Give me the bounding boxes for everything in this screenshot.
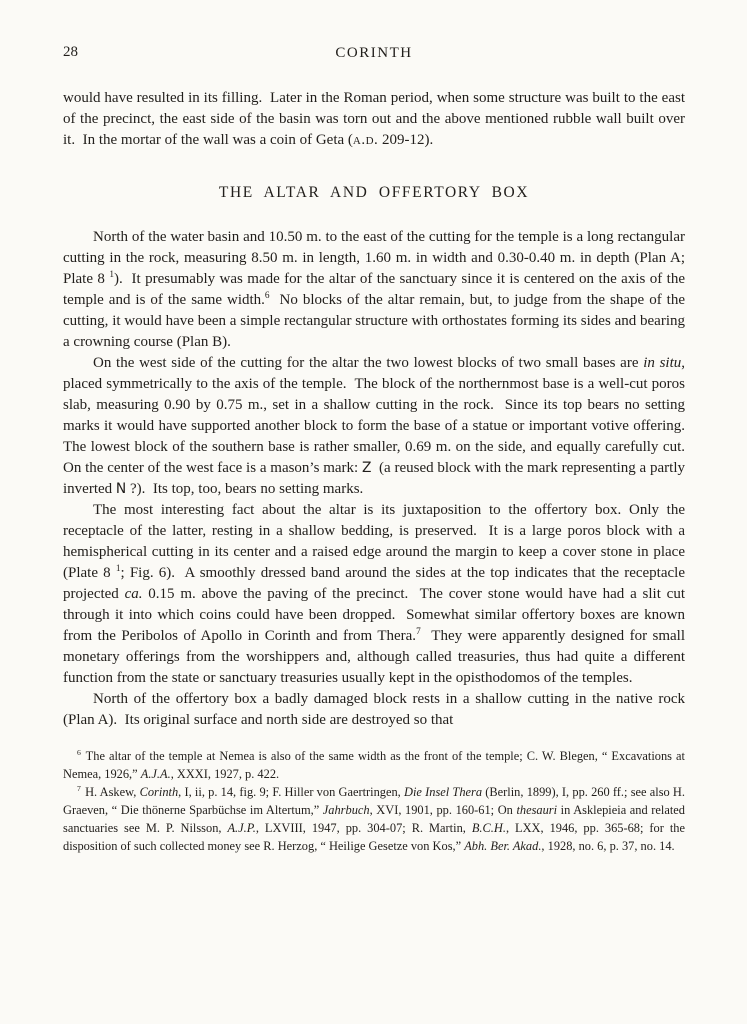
text-segment: N — [115, 481, 127, 497]
text-segment: Corinth — [139, 785, 179, 799]
text-segment: North of the water basin and 10.50 m. to the east of the cutting for the temple is a long rectangular cutting in the rock, measuring 8.50 m. in length, 1.60 m. in width and 0.30-0.40 m. in depth (Plan A; Plate 8 — [63, 229, 689, 287]
running-header: CORINTH — [335, 45, 413, 61]
page-body — [63, 88, 693, 731]
text-segment: , LXX, 1946, pp. 365-68; for the disposition of such collected money see R. Herzog, “ Heilige Gesetze von Kos,” — [63, 821, 689, 853]
footnote — [63, 747, 689, 783]
text-segment: The altar of the temple at Nemea is also of the same width as the front of the temple; C. W. Blegen, “ Excavations at Nemea, 1926,” — [63, 749, 689, 781]
text-segment: North of the offertory box a badly damaged block rests in a shallow cutting in the native rock (Plan A). Its original surface and north side are destroyed so that — [63, 691, 689, 728]
text-segment: Abh. Ber. Akad. — [464, 839, 542, 853]
text-segment: A.J.P. — [227, 821, 256, 835]
footnote — [63, 783, 689, 855]
text-segment: , I, ii, p. 14, fig. 9; F. Hiller von Gaertringen, — [178, 785, 404, 799]
footnote-reference: 6 — [264, 291, 270, 301]
text-segment: , placed symmetrically to the axis of the temple. The block of the northernmost base is a well-cut poros slab, measuring 0.90 by 0.75 m., set in a shallow cutting in the rock. Since its top bears no setting marks it would have supported another block to form the base of a statue or important votive offering. The lowest block of the southern base is rather smaller, 0.69 m. on the side, and equally carefully cut. On the center of the west face is a mason’s mark: — [63, 355, 693, 476]
text-segment: , 1928, no. 6, p. 37, no. 14. — [541, 839, 675, 853]
text-segment: in situ — [643, 355, 682, 371]
text-segment: ). It presumably was made for the altar of the sanctuary since it is centered on the axis of the temple and is of the same width. — [63, 271, 689, 308]
paragraph — [63, 500, 689, 689]
text-segment: ca. — [124, 586, 143, 602]
footnote-reference: 1 — [115, 564, 121, 574]
paragraph — [63, 689, 689, 731]
text-segment: 209-12). — [378, 132, 434, 148]
text-segment: 0.15 m. above the paving of the precinct. The cover stone would have had a slit cut through it into which coins could have been dropped. Somewhat similar offertory boxes are known from the Peribolos of Apollo in Corinth and from Thera. — [63, 586, 689, 644]
text-segment: Z — [362, 460, 372, 476]
text-segment: H. Askew, — [81, 785, 140, 799]
footnotes — [63, 747, 689, 855]
paragraph — [63, 88, 689, 151]
text-segment: No blocks of the altar remain, but, to judge from the shape of the cutting, it would have been a simple rectangular structure with orthostates forming its sides and bearing a crowning course (Plan B). — [63, 292, 689, 350]
text-segment: would have resulted in its filling. Later in the Roman period, when some structure was built to the east of the precinct, the east side of the basin was torn out and the above mentioned rubble wall built over it. In the mortar of the wall was a coin of Geta ( — [63, 90, 689, 148]
paragraph — [63, 227, 689, 353]
page-number: 28 — [63, 44, 78, 60]
text-segment: A.J.A. — [140, 767, 171, 781]
text-segment: (Berlin, 1899), I, pp. 260 ff.; see also H. Graeven, “ Die thönerne Sparbüchse im Altertum,” — [63, 785, 689, 817]
text-segment: Jahrbuch — [322, 803, 370, 817]
section-heading: THE ALTAR AND OFFERTORY BOX — [218, 184, 530, 201]
text-segment: (a reused block with the mark representing a partly inverted — [63, 460, 689, 497]
text-segment: ?). Its top, too, bears no setting marks. — [126, 481, 364, 497]
text-segment: The most interesting fact about the altar is its juxtaposition to the offertory box. Only the receptacle of the latter, resting in a shallow bedding, is preserved. It is a large poros block with a hemispherical cutting in its center and a raised edge around the margin to keep a cover stone in place (Plate 8 — [63, 502, 689, 581]
text-segment: B.C.H. — [471, 821, 506, 835]
footnote-marker: 7 — [77, 783, 81, 793]
text-segment: a.d. — [352, 132, 379, 148]
text-segment: , XXXI, 1927, p. 422. — [170, 767, 280, 781]
text-segment: in Asklepieia and related sanctuaries see M. P. Nilsson, — [63, 803, 689, 835]
footnote-marker: 6 — [77, 747, 81, 757]
page-header — [63, 44, 685, 64]
text-segment: They were apparently designed for small monetary offerings from the worshippers and, although called treasuries, thus had quite a different function from the state or sanctuary treasuries usually kept in the opisthodomos of the temples. — [63, 628, 689, 686]
footnote-reference: 7 — [416, 627, 421, 637]
text-segment: On the west side of the cutting for the altar the two lowest blocks of two small bases are — [93, 355, 644, 371]
text-segment: ; Fig. 6). A smoothly dressed band around the sides at the top indicates that the receptacle projected — [63, 565, 689, 602]
text-segment: , LXVIII, 1947, pp. 304-07; R. Martin, — [255, 821, 472, 835]
text-segment: Die Insel Thera — [404, 785, 483, 799]
footnote-reference: 1 — [109, 270, 114, 280]
text-segment: thesauri — [516, 803, 558, 817]
text-segment: , XVI, 1901, pp. 160-61; On — [369, 803, 517, 817]
paragraph — [63, 353, 693, 500]
